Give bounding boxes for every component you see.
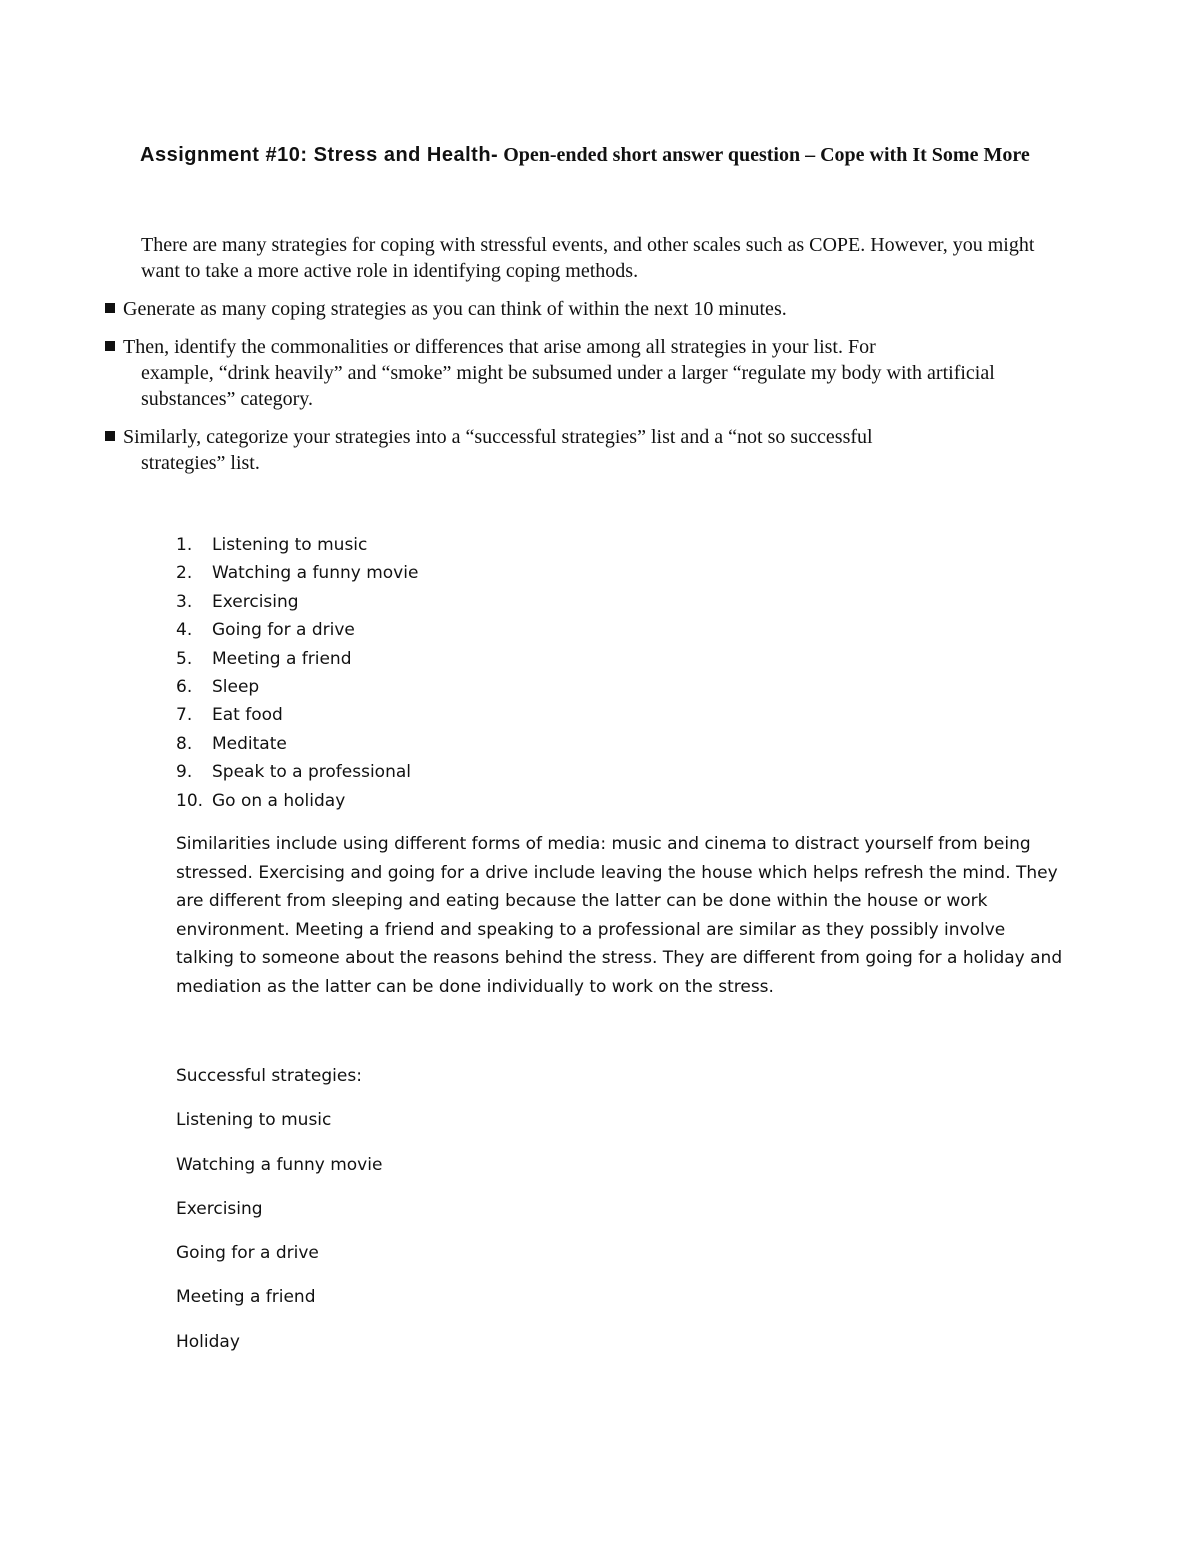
instruction-bullet-2 [105, 334, 1045, 412]
list-item-text: Sleep [212, 676, 260, 697]
bullet-3-continuation: strategies” list. [141, 452, 260, 474]
list-item [176, 701, 418, 729]
list-number: 4. [176, 620, 193, 641]
square-bullet-icon [105, 303, 115, 313]
list-item [176, 673, 418, 701]
list-item [176, 559, 418, 587]
instruction-bullet-1 [105, 296, 1045, 322]
list-number: 3. [176, 591, 193, 612]
title-part-2: Open-ended short answer question – Cope with It Some More [498, 144, 1030, 166]
list-number: 2. [176, 563, 193, 584]
list-number: 9. [176, 762, 193, 783]
successful-strategy-item: Listening to music [176, 1110, 332, 1131]
list-number: 7. [176, 705, 193, 726]
list-item-text: Speak to a professional [212, 762, 412, 783]
list-item [176, 531, 418, 559]
list-item-text: Meditate [212, 733, 287, 754]
list-item-text: Exercising [212, 591, 299, 612]
title-part-1: Assignment #10: Stress and Health- [140, 144, 499, 166]
list-item [176, 787, 418, 815]
successful-strategies-section [176, 1062, 382, 1372]
list-item-text: Meeting a friend [212, 648, 352, 669]
successful-strategies-heading: Successful strategies: [176, 1066, 362, 1086]
successful-strategy-item: Watching a funny movie [176, 1154, 383, 1175]
list-number: 6. [176, 676, 193, 697]
bullet-3-text: Similarly, categorize your strategies into a “successful strategies” list and a “not so successful [123, 426, 873, 448]
successful-strategy-item: Exercising [176, 1198, 263, 1219]
instruction-bullet-3 [105, 424, 1045, 476]
successful-strategy-item: Holiday [176, 1331, 240, 1352]
assignment-title [140, 142, 1070, 168]
list-item [176, 758, 418, 786]
list-item [176, 616, 418, 644]
list-item-text: Watching a funny movie [212, 563, 419, 584]
square-bullet-icon [105, 431, 115, 441]
bullet-2-text: Then, identify the commonalities or differences that arise among all strategies in your list. For [123, 336, 876, 358]
list-item-text: Eat food [212, 705, 283, 726]
list-item [176, 645, 418, 673]
similarities-paragraph: Similarities include using different forms of media: music and cinema to distract yourself from being stressed. Exercising and going for a drive include leaving the house which helps refresh the mind. They are different from sleeping and eating because the latter can be done within the house or work environment. Meeting a friend and speaking to a professional are similar as they possibly involve talking to someone about the reasons behind the stress. They are different from going for a holiday and mediation as the latter can be done individually to work on the stress. [176, 834, 1063, 997]
list-item-text: Listening to music [212, 535, 368, 555]
list-item-text: Going for a drive [212, 620, 355, 641]
list-number: 10. [176, 790, 204, 811]
list-item [176, 588, 418, 616]
bullet-1-text: Generate as many coping strategies as you can think of within the next 10 minutes. [123, 298, 787, 320]
successful-strategy-item: Meeting a friend [176, 1287, 316, 1308]
list-number: 8. [176, 733, 193, 754]
list-number: 1. [176, 535, 193, 555]
square-bullet-icon [105, 341, 115, 351]
intro-paragraph: There are many strategies for coping with stressful events, and other scales such as COPE. However, you might want to take a more active role in identifying coping methods. [141, 234, 1035, 282]
successful-strategy-item: Going for a drive [176, 1243, 319, 1264]
list-item-text: Go on a holiday [212, 790, 346, 811]
bullet-2-continuation: example, “drink heavily” and “smoke” might be subsumed under a larger “regulate my body with artificial substances” category. [141, 362, 995, 410]
list-number: 5. [176, 648, 193, 669]
list-item [176, 730, 418, 758]
coping-strategies-list [176, 531, 418, 815]
